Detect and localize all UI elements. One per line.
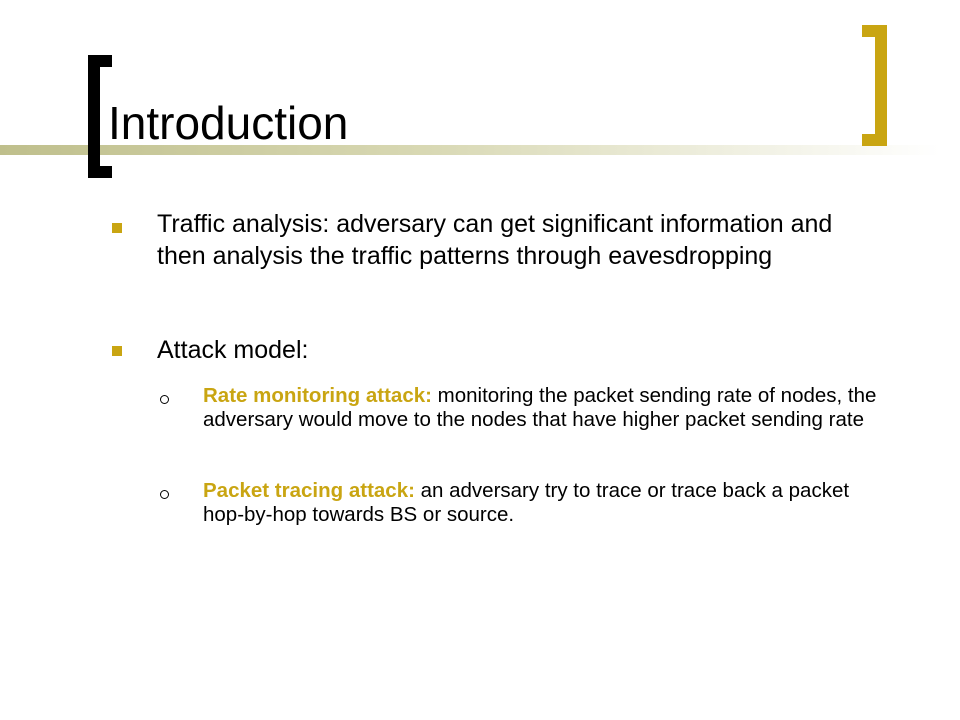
desc-rate-monitoring: monitoring the packet sending rate of nodes, the adversary would move to the nodes that have higher packet sending rate [203,384,877,431]
sub-bullet-packet-tracing [203,479,893,527]
ring-bullet-icon [160,490,169,499]
bullet-attack-model: Attack model: [157,336,309,364]
sub-bullet-rate-monitoring [203,384,893,432]
slide-title: Introduction [108,97,349,149]
desc-packet-tracing: an adversary try to trace or trace back a packet hop-by-hop towards BS or source. [203,479,850,526]
term-rate-monitoring: Rate monitoring attack: [203,384,432,407]
term-packet-tracing: Packet tracing attack: [203,479,415,502]
ring-bullet-icon [160,395,169,404]
bullet-traffic-analysis: Traffic analysis: adversary can get significant information and then analysis the traffic patterns through eavesdropping [157,210,833,270]
square-bullet-icon [112,346,122,356]
square-bullet-icon [112,223,122,233]
